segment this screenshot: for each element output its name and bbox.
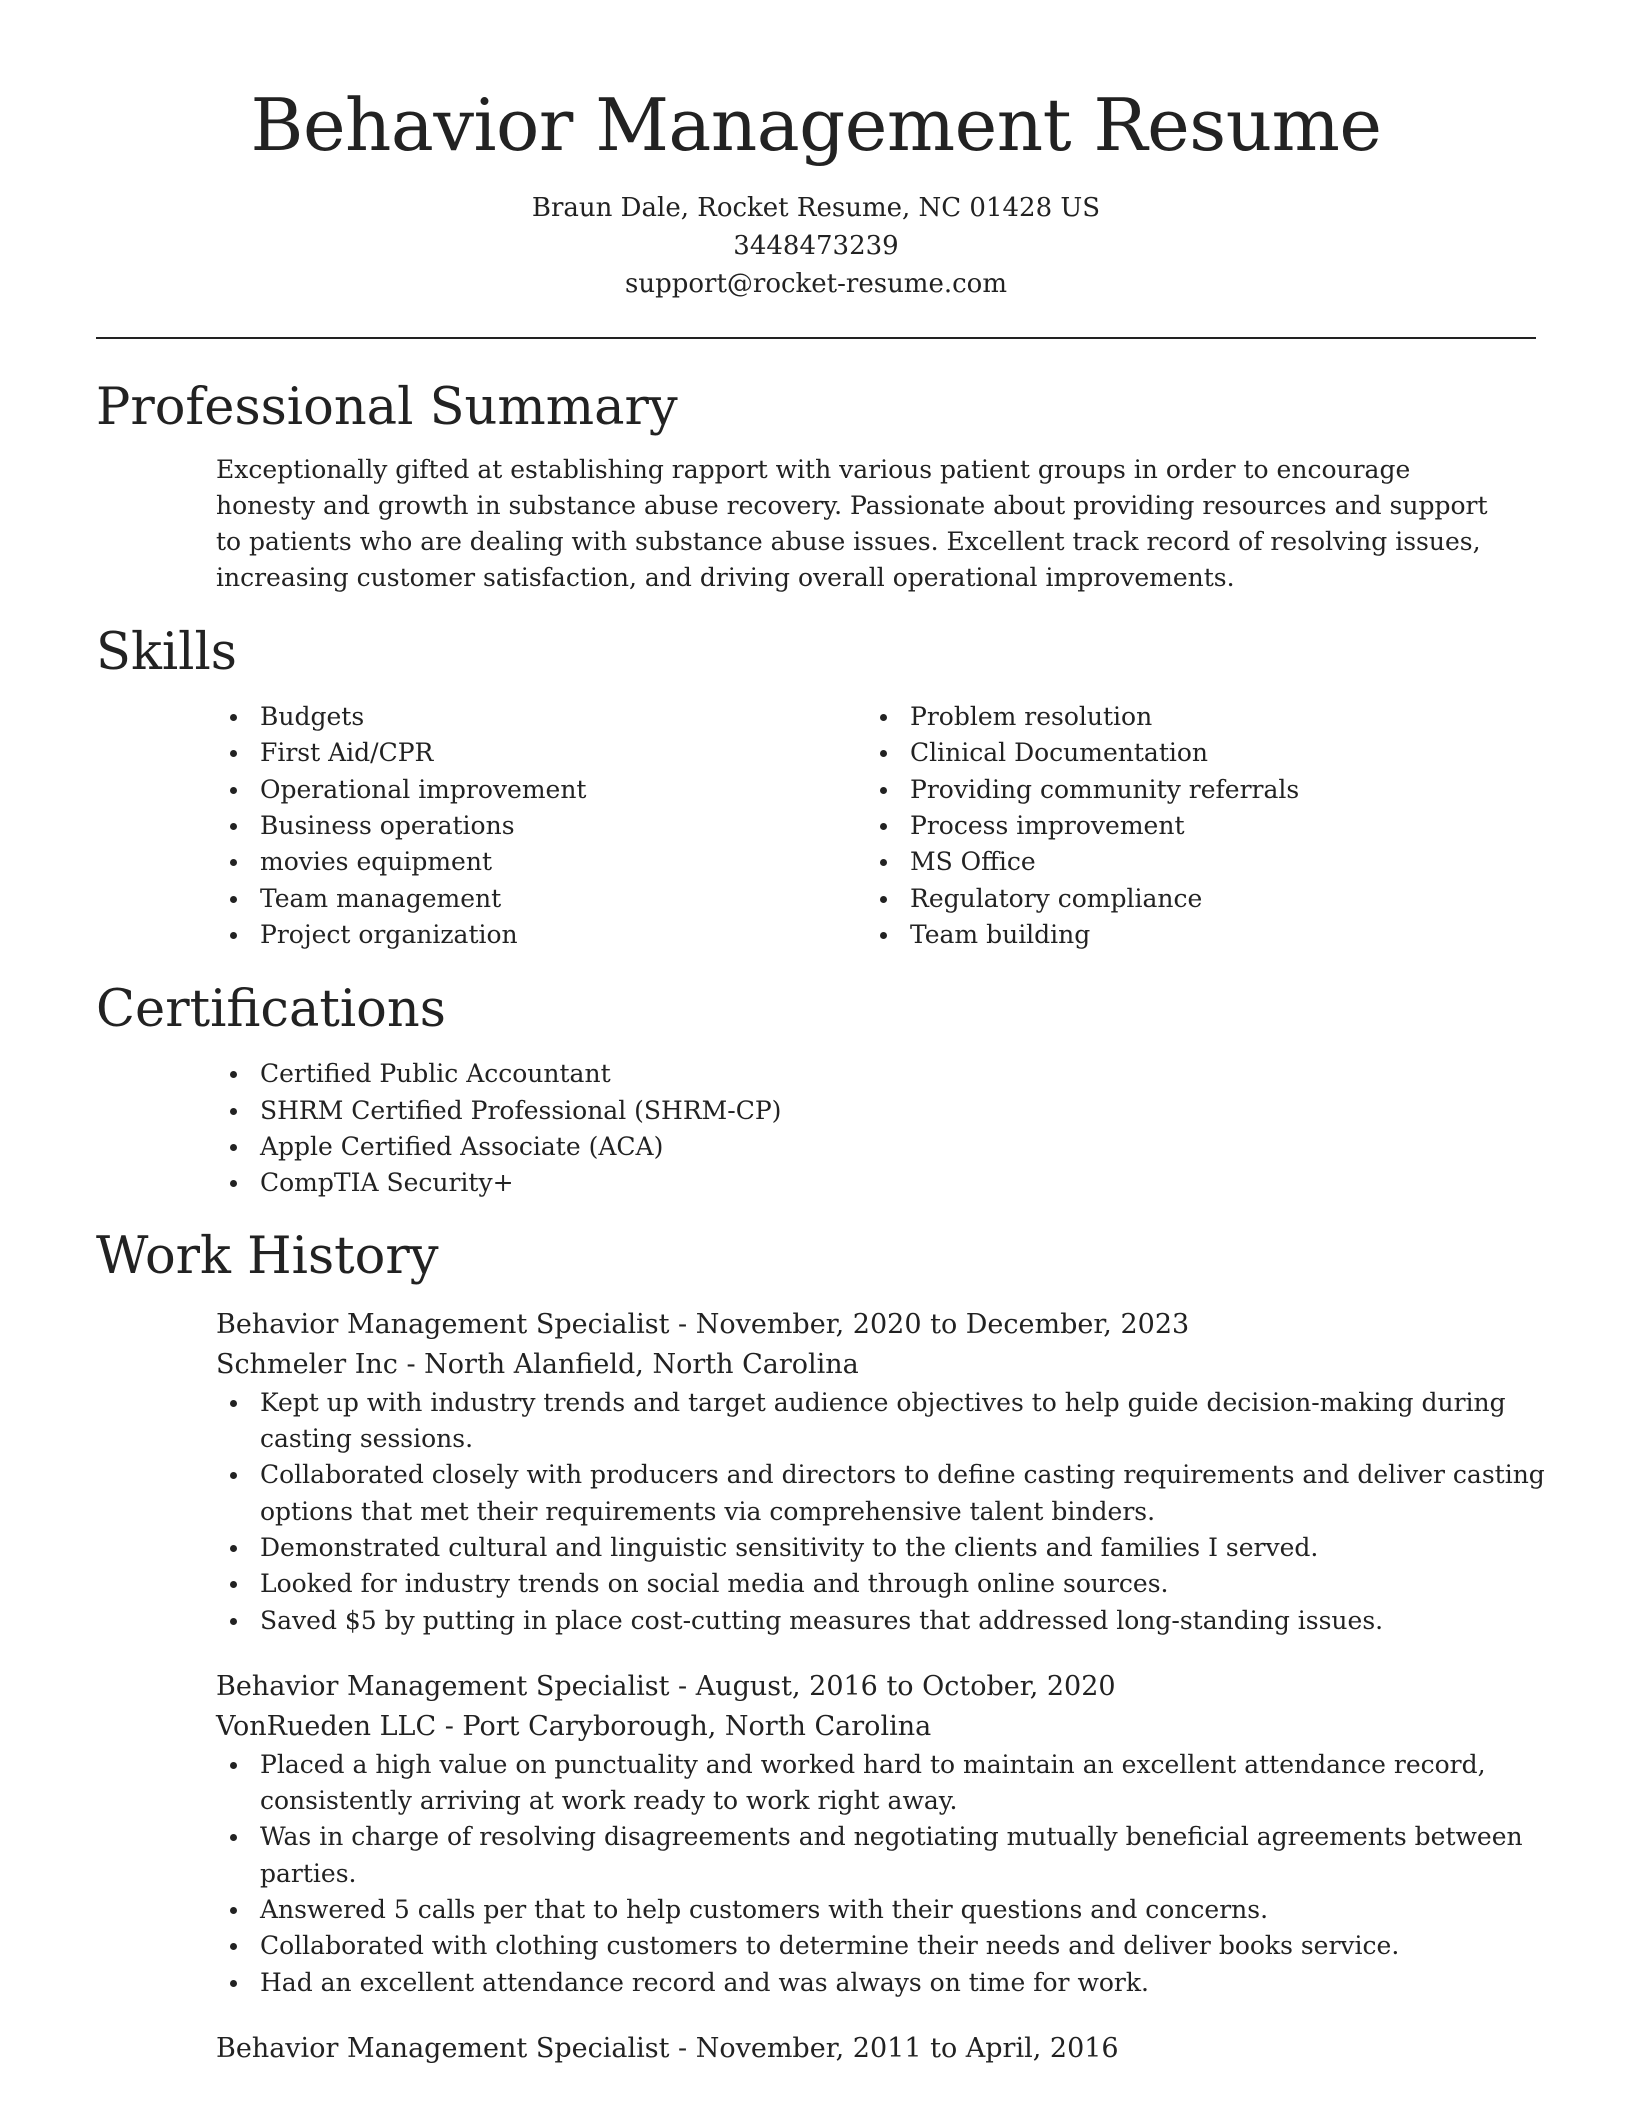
skill-item: Operational improvement (260, 772, 866, 808)
certification-item: SHRM Certified Professional (SHRM-CP) (260, 1093, 1536, 1129)
contact-phone: 3448473239 (733, 230, 899, 261)
job-duty-item: Placed a high value on punctuality and worked hard to maintain an excellent attendance record, consistently arriving at work ready to work right away. (260, 1747, 1580, 1820)
skill-item: Process improvement (910, 808, 1516, 844)
job-entry (96, 2029, 1536, 2069)
job-title-line: Behavior Management Specialist - November, 2011 to April, 2016 (216, 2032, 1119, 2064)
job-duties-list (216, 1747, 1580, 2001)
skills-column-right (866, 699, 1516, 953)
skill-item: Providing community referrals (910, 772, 1516, 808)
certification-item: Apple Certified Associate (ACA) (260, 1129, 1536, 1165)
job-title-line: Behavior Management Specialist - August, 2016 to October, 2020 (216, 1670, 1116, 1702)
job-duty-item: Had an excellent attendance record and was always on time for work. (260, 1965, 1580, 2001)
job-duty-item: Saved $5 by putting in place cost-cutting measures that addressed long-standing issues. (260, 1603, 1580, 1639)
job-duties-list (216, 1385, 1580, 1639)
header-divider (96, 337, 1536, 339)
skill-item: movies equipment (260, 844, 866, 880)
contact-address: Braun Dale, Rocket Resume, NC 01428 US (531, 192, 1101, 223)
contact-email: support@rocket-resume.com (624, 268, 1007, 299)
skill-item: MS Office (910, 844, 1516, 880)
job-entry (96, 1305, 1545, 1639)
skill-item: Clinical Documentation (910, 735, 1516, 771)
skill-item: First Aid/CPR (260, 735, 866, 771)
summary-heading: Professional Summary (96, 377, 678, 437)
job-duty-item: Demonstrated cultural and linguistic sensitivity to the clients and families I served. (260, 1530, 1580, 1566)
job-duty-item: Was in charge of resolving disagreements and negotiating mutually beneficial agreements between parties. (260, 1819, 1580, 1892)
job-duty-item: Kept up with industry trends and target audience objectives to help guide decision-making during casting sessions. (260, 1385, 1580, 1458)
skills-list (96, 699, 1536, 953)
job-duty-item: Looked for industry trends on social media and through online sources. (260, 1566, 1580, 1602)
skill-item: Project organization (260, 917, 866, 953)
job-duty-item: Answered 5 calls per that to help customers with their questions and concerns. (260, 1892, 1580, 1928)
certifications-list (96, 1056, 1536, 1201)
job-company-line: VonRueden LLC - Port Caryborough, North Carolina (216, 1710, 932, 1742)
skills-column-left (216, 699, 866, 953)
skill-item: Problem resolution (910, 699, 1516, 735)
skill-item: Business operations (260, 808, 866, 844)
skill-item: Team management (260, 881, 866, 917)
certification-item: CompTIA Security+ (260, 1165, 1536, 1201)
job-company-line: Schmeler Inc - North Alanfield, North Carolina (216, 1348, 859, 1380)
skills-heading: Skills (96, 622, 237, 682)
resume-header (96, 0, 1536, 303)
job-duty-item: Collaborated closely with producers and directors to define casting requirements and deliver casting options that met their requirements via comprehensive talent binders. (260, 1457, 1580, 1530)
job-title-line: Behavior Management Specialist - November, 2020 to December, 2023 (216, 1308, 1190, 1340)
skill-item: Regulatory compliance (910, 881, 1516, 917)
skill-item: Team building (910, 917, 1516, 953)
job-entry (96, 1667, 1536, 2001)
certification-item: Certified Public Accountant (260, 1056, 1536, 1092)
contact-block (96, 189, 1536, 303)
work-history-heading: Work History (96, 1226, 439, 1286)
skill-item: Budgets (260, 699, 866, 735)
summary-text: Exceptionally gifted at establishing rapport with various patient groups in order to encourage honesty and growth in substance abuse recovery. Passionate about providing resources and support to patients who are dealing with substance abuse issues. Excellent track record of resolving issues, increasing customer satisfaction, and driving overall operational improvements. (216, 454, 1488, 592)
resume-page (96, 0, 1545, 2069)
resume-title: Behavior Management Resume (250, 83, 1382, 167)
job-duty-item: Collaborated with clothing customers to determine their needs and deliver books service. (260, 1928, 1580, 1964)
certifications-heading: Certifications (96, 980, 446, 1040)
